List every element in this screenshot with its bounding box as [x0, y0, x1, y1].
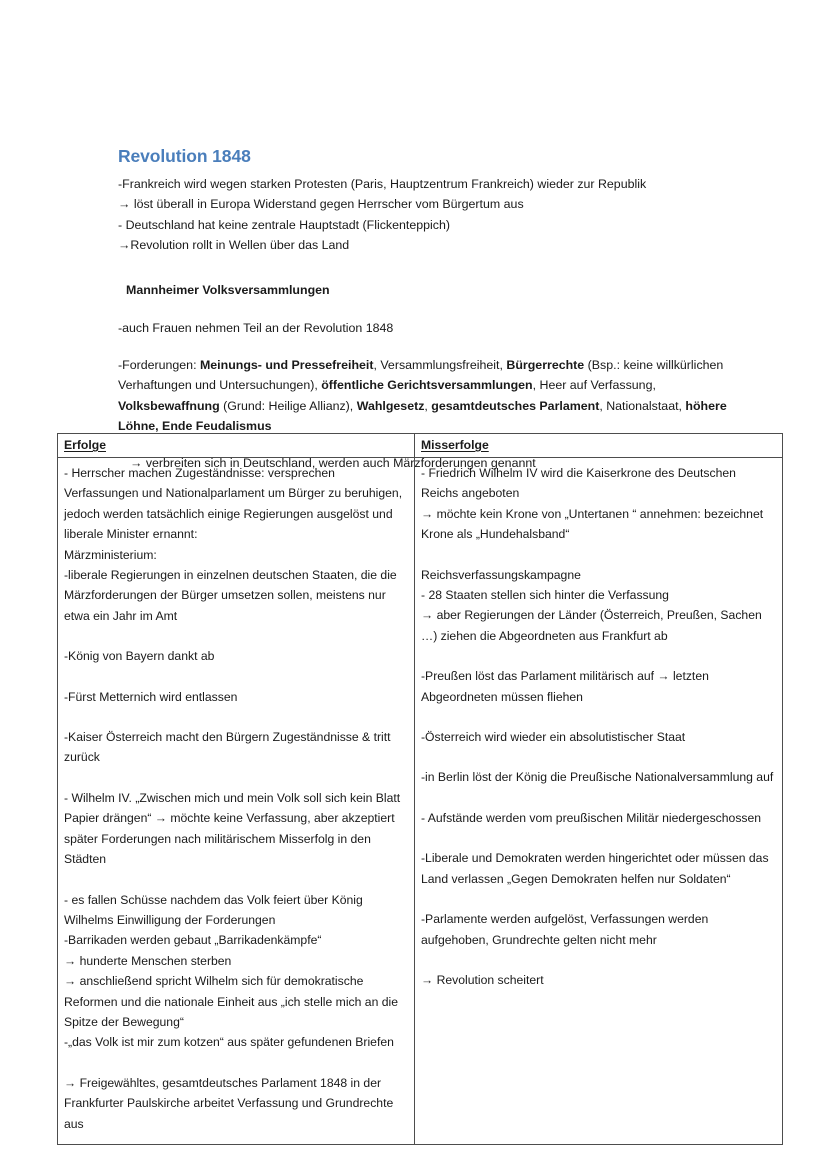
forderung-text: (Bsp.: keine willkürlichen Verhaftungen und Untersuchungen), — [118, 357, 724, 393]
entry-line: -liberale Regierungen in einzelnen deutschen Staaten, die die Märzforderungen der Bürger umsetzen sollen, meistens nur etwa ein Jahr im Amt — [64, 568, 397, 623]
entry-line: -in Berlin löst der König die Preußische Nationalversammlung auf — [421, 770, 774, 785]
erfolge-entry — [64, 1073, 406, 1134]
entry-line: -Liberale und Demokraten werden hingerichtet oder müssen das Land verlassen „Gegen Demokraten helfen nur Soldaten“ — [421, 851, 769, 886]
entry-line: - Herrscher machen Zugeständnisse: versprechen Verfassungen und Nationalparlament um Bürger zu beruhigen, jedoch werden tatsächlich einige Regierungen ausgelöst und liberale Minister ernannt: — [64, 466, 403, 542]
misserfolge-entry — [421, 565, 774, 647]
page-title: Revolution 1848 — [118, 146, 251, 166]
entry-line: -König von Bayern dankt ab — [64, 649, 215, 664]
entry-line: -Kaiser Österreich macht den Bürgern Zugeständnisse & tritt zurück — [64, 730, 391, 765]
entry-line: → aber Regierungen der Länder (Österreich, Preußen, Sachen …) ziehen die Abgeordneten aus Frankfurt ab — [421, 608, 762, 643]
misserfolge-entry — [421, 808, 774, 828]
comparison-table-wrap — [57, 433, 782, 1145]
forderungen-paragraph — [0, 355, 828, 437]
document-content — [0, 146, 828, 473]
women-participation-line: -auch Frauen nehmen Teil an der Revolution 1848 — [118, 320, 394, 335]
column-header-misserfolge: Misserfolge — [415, 434, 783, 458]
misserfolge-entry — [421, 970, 774, 990]
erfolge-entry — [64, 890, 406, 1053]
erfolge-entry — [64, 646, 406, 666]
intro-line: → löst überall in Europa Widerstand gegen Herrscher vom Bürgertum aus — [118, 197, 524, 212]
entry-line: - 28 Staaten stellen sich hinter die Verfassung — [421, 588, 669, 603]
erfolge-entry — [64, 788, 406, 870]
forderung-text: , Heer auf Verfassung, — [532, 378, 656, 393]
intro-line: -Frankreich wird wegen starken Protesten (Paris, Hauptzentrum Frankreich) wieder zur Republik — [118, 176, 647, 191]
forderung-term: Volksbewaffnung — [118, 398, 220, 413]
misserfolge-entry — [421, 463, 774, 545]
forderung-text: , Versammlungsfreiheit, — [373, 357, 507, 372]
forderung-text: , Nationalstaat, — [599, 398, 686, 413]
intro-block — [0, 174, 828, 256]
entry-line: → hunderte Menschen sterben — [64, 953, 232, 968]
entry-line: -Barrikaden werden gebaut „Barrikadenkämpfe“ — [64, 933, 322, 948]
column-header-erfolge: Erfolge — [58, 434, 415, 458]
forderung-term: Meinungs- und Pressefreiheit — [199, 357, 374, 372]
entry-line: → möchte kein Krone von „Untertanen “ annehmen: bezeichnet Krone als „Hundehalsband“ — [421, 506, 764, 542]
misserfolge-entry — [421, 666, 774, 707]
entry-line: - Friedrich Wilhelm IV wird die Kaiserkrone des Deutschen Reichs angeboten — [421, 466, 736, 501]
misserfolge-entry — [421, 848, 774, 889]
forderung-term: öffentliche Gerichtsversammlungen — [321, 378, 533, 393]
entry-line: -„das Volk ist mir zum kotzen“ aus später gefundenen Briefen — [64, 1035, 394, 1050]
maerzforderungen-line: → verbreiten sich in Deutschland, werden auch Märzforderungen genannt — [130, 455, 536, 470]
forderungen-parts — [118, 358, 727, 433]
misserfolge-entry — [421, 727, 774, 747]
entry-line: → Freigewähltes, gesamtdeutsches Parlament 1848 in der Frankfurter Paulskirche arbeitet Verfassung und Grundrechte aus — [64, 1075, 394, 1131]
entry-line: -Parlamente werden aufgelöst, Verfassungen werden aufgehoben, Grundrechte gelten nicht mehr — [421, 912, 709, 947]
entry-line: -Preußen löst das Parlament militärisch auf → letzten Abgeordneten müssen fliehen — [421, 669, 709, 704]
erfolge-entry — [64, 687, 406, 707]
cell-erfolge — [58, 458, 415, 1145]
table-header-row — [58, 434, 783, 458]
forderung-term: Wahlgesetz — [356, 398, 425, 413]
entry-line: Reichsverfassungskampagne — [421, 567, 581, 582]
comparison-table — [57, 433, 783, 1145]
entry-line: - Aufstände werden vom preußischen Militär niedergeschossen — [421, 810, 762, 825]
entry-line: - es fallen Schüsse nachdem das Volk feiert über König Wilhelms Einwilligung der Forderungen — [64, 892, 363, 927]
misserfolge-entry — [421, 767, 774, 787]
forderung-term: Bürgerrechte — [506, 357, 585, 372]
forderungen-lead: -Forderungen: — [118, 357, 200, 372]
entry-line: Märzministerium: — [64, 547, 157, 562]
forderung-text: (Grund: Heilige Allianz), — [219, 398, 357, 413]
intro-line: →Revolution rollt in Wellen über das Land — [118, 238, 350, 253]
entry-line: → anschließend spricht Wilhelm sich für demokratische Reformen und die nationale Einheit aus „ich stelle mich an die Spitze der Bewegung“ — [64, 974, 398, 1029]
forderung-term: gesamtdeutsches Parlament — [431, 398, 600, 413]
intro-line: - Deutschland hat keine zentrale Hauptstadt (Flickenteppich) — [118, 217, 450, 232]
misserfolge-entry — [421, 909, 774, 950]
forderung-term: höhere Löhne, Ende Feudalismus — [118, 398, 727, 434]
cell-misserfolge — [415, 458, 783, 1145]
erfolge-entry — [64, 727, 406, 768]
entry-line: -Österreich wird wieder ein absolutistischer Staat — [421, 730, 686, 745]
table-row — [58, 458, 783, 1145]
entry-line: -Fürst Metternich wird entlassen — [64, 689, 238, 704]
forderung-text: , — [424, 398, 432, 413]
entry-line: → Revolution scheitert — [421, 972, 544, 987]
erfolge-entry — [64, 463, 406, 626]
entry-line: - Wilhelm IV. „Zwischen mich und mein Volk soll sich kein Blatt Papier drängen“ → möchte keine Verfassung, aber akzeptiert später Forderungen nach militärischem Misserfolg in den Städten — [64, 790, 401, 867]
section-heading-mannheimer: Mannheimer Volksversammlungen — [126, 282, 330, 297]
